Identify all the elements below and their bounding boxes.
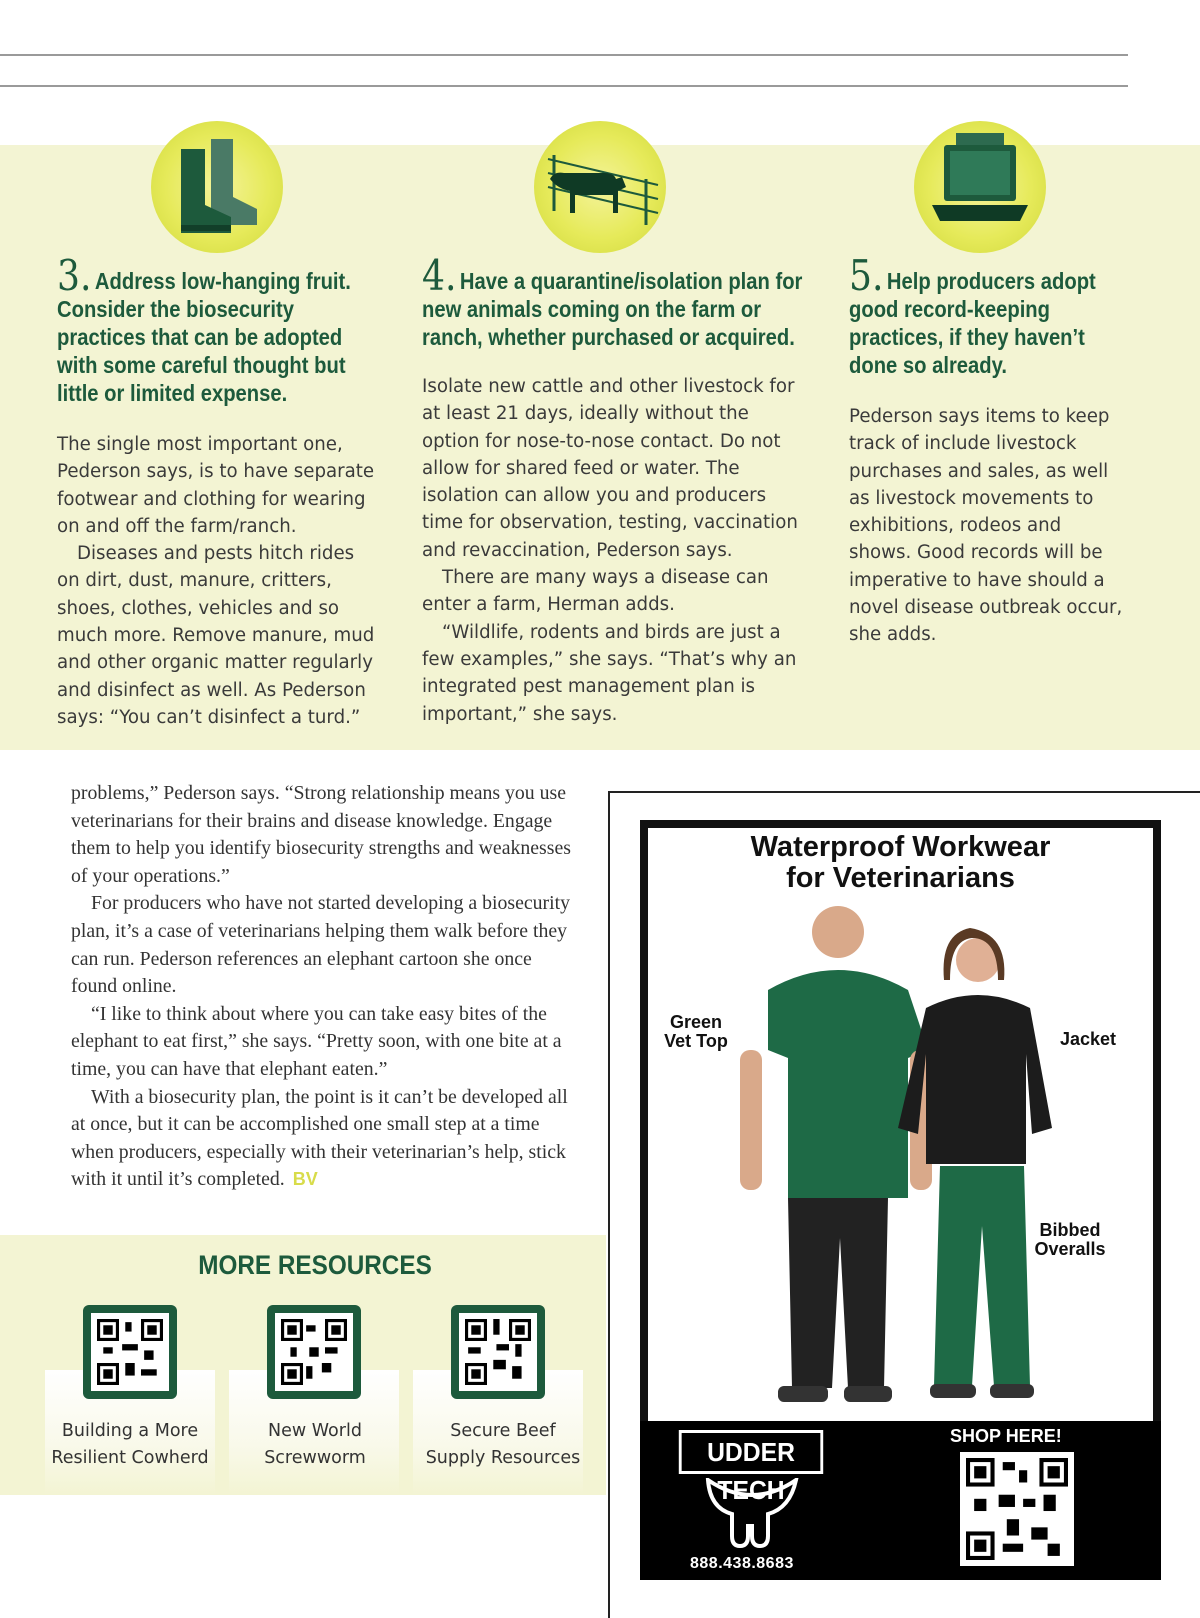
article-paragraph: With a biosecurity plan, the point is it can’t be developed all at once, but it can be accomplished one small step at a time when producers, especially with their veterinarian’s help, stick with it until it’s completed. xyxy=(71,1085,568,1191)
tip-4-paragraph: Isolate new cattle and other livestock for at least 21 days, ideally without the option for nose-to-nose contact. Do not allow for shared feed or water. The isolation can allow you and producers time for observation, testing, vaccination and revaccination, Pederson says. xyxy=(422,376,798,561)
tip-5-paragraph: Pederson says items to keep track of include livestock purchases and sales, as well as livestock movements to exhibitions, rodeos and shows. Good records will be imperative to have should a novel disease outbreak occur, she adds. xyxy=(849,406,1123,646)
tip-5-number: 5. xyxy=(849,251,884,300)
tip-3-heading xyxy=(57,251,384,407)
shop-qr-code-icon[interactable] xyxy=(960,1452,1074,1566)
cow-fence-icon xyxy=(534,121,666,253)
tip-4-body xyxy=(422,373,807,728)
brand-logo: UDDER TECH xyxy=(679,1430,823,1474)
label-jacket: Jacket xyxy=(1059,1029,1117,1049)
tip-3 xyxy=(57,251,377,731)
tip-4-paragraph: There are many ways a disease can enter a farm, Herman adds. xyxy=(422,567,769,616)
qr-code-icon[interactable] xyxy=(83,1305,177,1399)
qr-code-icon[interactable] xyxy=(267,1305,361,1399)
resource-link-secure-beef[interactable] xyxy=(403,1418,603,1472)
resource-link-resilient-cowherd[interactable] xyxy=(30,1418,230,1472)
resources-title: MORE RESOURCES xyxy=(198,1250,432,1280)
qr-code-icon[interactable] xyxy=(451,1305,545,1399)
article-paragraph: problems,” Pederson says. “Strong relationship means you use veterinarians for their brains and disease knowledge. Engage them to help you identify biosecurity strengths and weaknesses of your operations.” xyxy=(71,782,571,887)
shop-here-label: SHOP HERE! xyxy=(950,1426,1062,1446)
tip-4-heading xyxy=(422,251,809,351)
tip-5 xyxy=(849,251,1129,649)
top-rule xyxy=(0,54,1128,56)
article-paragraph: “I like to think about where you can take easy bites of the elephant to eat first,” she says. “Pretty soon, with one bite at a time, you can have that elephant eaten.” xyxy=(71,1002,562,1080)
models-photo xyxy=(648,890,1153,1421)
laptop-records-icon xyxy=(914,121,1046,253)
ad-label-line: Green xyxy=(669,1012,723,1032)
resource-label-line: Resilient Cowherd xyxy=(51,1448,209,1468)
tip-3-paragraph: Diseases and pests hitch rides on dirt, dust, manure, critters, shoes, clothes, vehicles and so much more. Remove manure, mud and other organic matter regularly and disinfect as well. As Pederson says: “You can’t disinfect a turd.” xyxy=(57,543,375,728)
resource-label-line: Supply Resources xyxy=(425,1448,581,1468)
ad-phone: 888.438.8683 xyxy=(690,1555,794,1572)
label-green-vet-top xyxy=(650,1013,742,1051)
article-paragraph: For producers who have not started developing a biosecurity plan, it’s a case of veterinarians helping them walk before they can run. Pederson references an elephant cartoon she once found online. xyxy=(71,892,571,998)
tip-5-body xyxy=(849,403,1129,649)
tip-4 xyxy=(422,251,807,728)
tip-4-heading-text: Have a quarantine/isolation plan for new animals coming on the farm or ranch, whether purchased or acquired. xyxy=(422,268,803,350)
tip-3-paragraph: The single most important one, Pederson says, is to have separate footwear and clothing for wearing on and off the farm/ranch. xyxy=(57,434,375,537)
boots-icon xyxy=(151,121,283,253)
udder-logo-icon xyxy=(700,1478,804,1548)
tip-4-number: 4. xyxy=(422,251,457,300)
ad-label-line: Vet Top xyxy=(664,1031,728,1051)
ad-title-line: Waterproof Workwear xyxy=(750,831,1051,863)
article-body xyxy=(71,780,571,1194)
tip-3-body xyxy=(57,431,377,731)
ad-title-line: for Veterinarians xyxy=(786,862,1015,894)
label-bibbed-overalls xyxy=(1025,1221,1115,1259)
resource-label-line: Screwworm xyxy=(264,1448,366,1468)
ad-label-line: Overalls xyxy=(1034,1239,1106,1259)
ad-title xyxy=(648,832,1153,894)
resource-link-screwworm[interactable] xyxy=(215,1418,415,1472)
end-mark: BV xyxy=(292,1169,318,1190)
tip-4-paragraph: “Wildlife, rodents and birds are just a few examples,” she says. “That’s why an integrated pest management plan is important,” she says. xyxy=(422,621,797,725)
resource-label-line: Secure Beef xyxy=(450,1421,556,1441)
resource-label-line: Building a More xyxy=(61,1421,199,1441)
tip-5-heading-text: Help producers adopt good record-keeping practices, if they haven’t done so already. xyxy=(849,268,1096,378)
second-rule xyxy=(0,85,1128,87)
resource-label-line: New World xyxy=(268,1421,362,1441)
tip-3-number: 3. xyxy=(57,251,92,300)
tip-3-heading-text: Address low-hanging fruit. Consider the biosecurity practices that can be adopted with some careful thought but little or limited expense. xyxy=(57,268,351,406)
tip-5-heading xyxy=(849,251,1124,379)
ad-label-line: Bibbed xyxy=(1039,1220,1101,1240)
